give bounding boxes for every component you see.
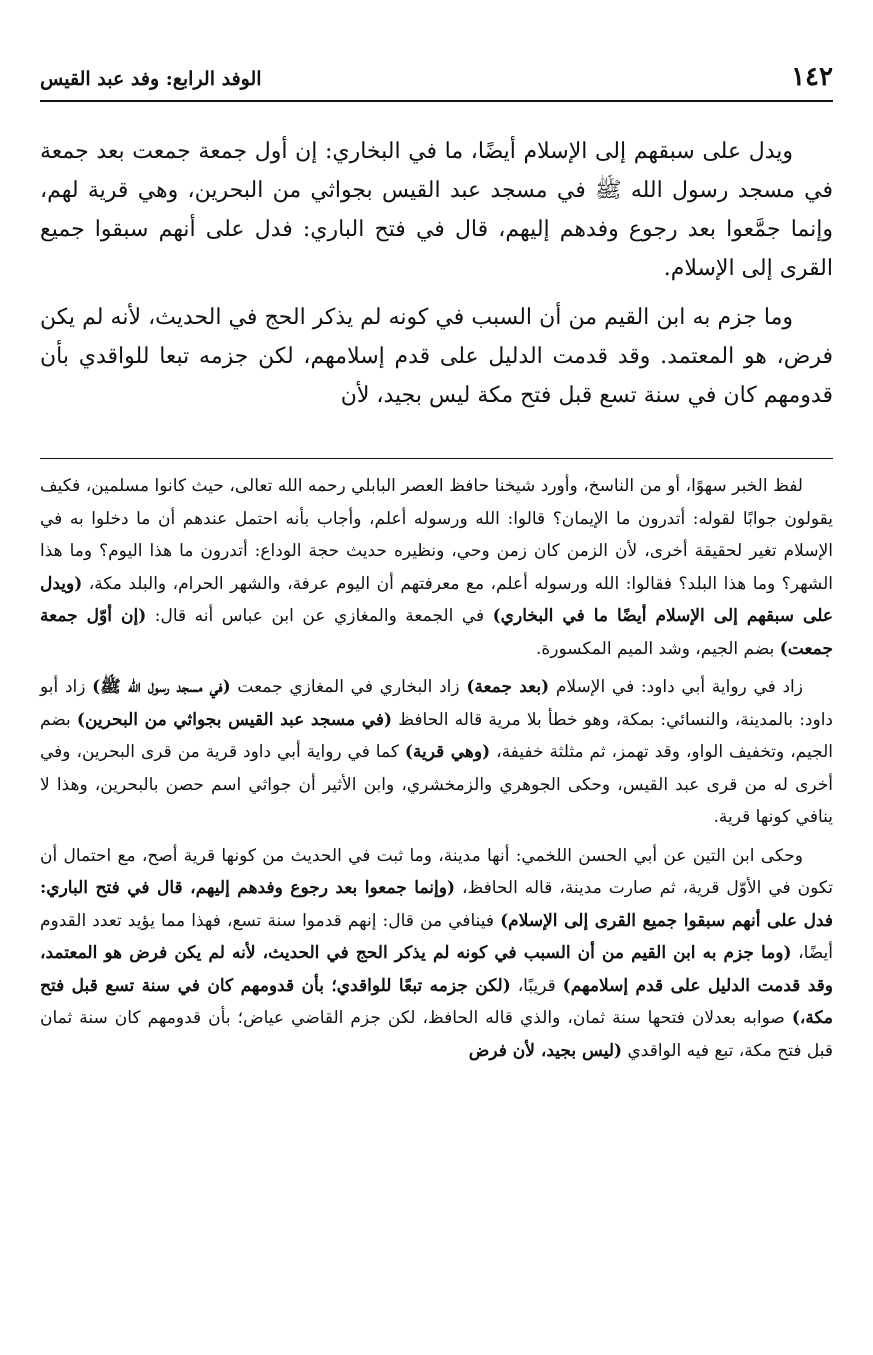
commentary-text: بضم الجيم، وشد الميم المكسورة. (535, 638, 780, 659)
commentary-text: بضم الجيم، وتخفيف الواو، وقد تهمز، ثم مثلثة خفيفة، (40, 709, 834, 762)
quoted-matn-text: (وما جزم به ابن القيم من أن السبب في كونه لم يذكر الحج في الحديث، لأنه لم يكن فرض هو المعتمد، وقد قدمت الدليل على قدم إسلامهم) (40, 943, 833, 996)
commentary-text: زاد أبو داود: بالمدينة، والنسائي: بمكة، وهو خطأ بلا مرية قاله الحافظ (40, 677, 833, 730)
footnote-paragraph (40, 470, 833, 665)
commentary-text: فينافي من قال: إنهم قدموا سنة تسع، فهذا مما يؤيد تعدد القدوم أيضًا، (40, 910, 833, 963)
commentary-text: قريبًا، (510, 975, 563, 996)
quoted-matn-text: (في مسجد رسول الله ﷺ) (92, 677, 231, 697)
footnote-separator (40, 458, 833, 459)
quoted-matn-text: (في مسجد عبد القيس بجواثي من البحرين) (76, 709, 393, 730)
footnotes (40, 470, 833, 1073)
commentary-text: كما في رواية أبي داود قرية من قرى البحرين، وفي أخرى له من قرى عبد القيس، وحكى الجوهري والزمخشري، وابن الأثير أن جواثي اسم حصن بالبحرين، وهذا لا ينافي كونها قرية. (40, 742, 833, 827)
commentary-text: صوابه بعدلان فتحها سنة ثمان، والذي قاله الحافظ، لكن جزم القاضي عياض؛ بأن قدومهم كان سنة ثمان قبل فتح مكة، تبع فيه الواقدي (40, 1008, 833, 1061)
quoted-matn-text: (ويدل على سبقهم إلى الإسلام أيضًا ما في البخاري) (40, 573, 833, 626)
quoted-matn-text: (وهي قرية) (404, 742, 491, 762)
quoted-matn-text: (إن أوّل جمعة جمعت) (40, 606, 833, 659)
commentary-text: زاد البخاري في المغازي جمعت (230, 677, 467, 697)
commentary-text: زاد في رواية أبي داود: في الإسلام (549, 677, 803, 697)
main-paragraph: ويدل على سبقهم إلى الإسلام أيضًا، ما في البخاري: إن أول جمعة جمعت بعد جمعة في مسجد رسول الله ﷺ في مسجد عبد القيس بجواثي من البحرين، وهي قرية لهم، وإنما جمَّعوا بعد رجوع وفدهم إليهم، قال في فتح الباري: فدل على أنهم سبقوا جميع القرى إلى الإسلام. (40, 139, 833, 281)
footnote-paragraph (40, 671, 833, 834)
commentary-text: في الجمعة والمغازي عن ابن عباس أنه قال: (146, 606, 493, 626)
quoted-matn-text: (بعد جمعة) (466, 677, 550, 697)
main-text (40, 132, 833, 425)
main-paragraph: وما جزم به ابن القيم من أن السبب في كونه لم يذكر الحج في الحديث، لأنه لم يكن فرض، هو المعتمد. وقد قدمت الدليل على قدم إسلامهم، لكن جزمه تبعا للواقدي بأن قدومهم كان في سنة تسع قبل فتح مكة ليس بجيد، لأن (40, 305, 833, 408)
page-number: ١٤٢ (791, 62, 833, 92)
commentary-text: لفظ الخبر سهوًا، أو من الناسخ، وأورد شيخنا حافظ العصر البابلي رحمه الله تعالى، حيث كانوا مسلمين، فكيف يقولون جوابًا لقوله: أتدرون ما الإيمان؟ قالوا: الله ورسوله أعلم، وأجاب بأنه احتمل عندهم أن ما دخلوا به في الإسلام تغير لحقيقة أخرى، لأن الزمن كان زمن وحي، ونظيره حديث حجة الوداع: أتدرون ما هذا اليوم؟ وما هذا الشهر؟ وما هذا البلد؟ فقالوا: الله ورسوله أعلم، مع معرفتهم أن اليوم عرفة، والشهر الحرام، والبلد مكة، (40, 476, 833, 594)
running-title: الوفد الرابع: وفد عبد القيس (40, 68, 262, 90)
commentary-text: وحكى ابن التين عن أبي الحسن اللخمي: أنها مدينة، وما ثبت في الحديث من كونها قرية أصح، مع احتمال أن تكون في الأوّل قرية، ثم صارت مدينة، قاله الحافظ، (40, 845, 834, 898)
page-header (40, 58, 833, 102)
quoted-matn-text: (وإنما جمعوا بعد رجوع وفدهم إليهم، قال في فتح الباري: فدل على أنهم سبقوا جميع القرى إلى الإسلام) (40, 878, 833, 931)
quoted-matn-text: (لكن جزمه تبعًا للواقدي؛ بأن قدومهم كان في سنة تسع قبل فتح مكة،) (40, 975, 833, 1028)
footnote-paragraph (40, 840, 833, 1068)
quoted-matn-text: (ليس بجيد، لأن فرض (468, 1040, 623, 1061)
